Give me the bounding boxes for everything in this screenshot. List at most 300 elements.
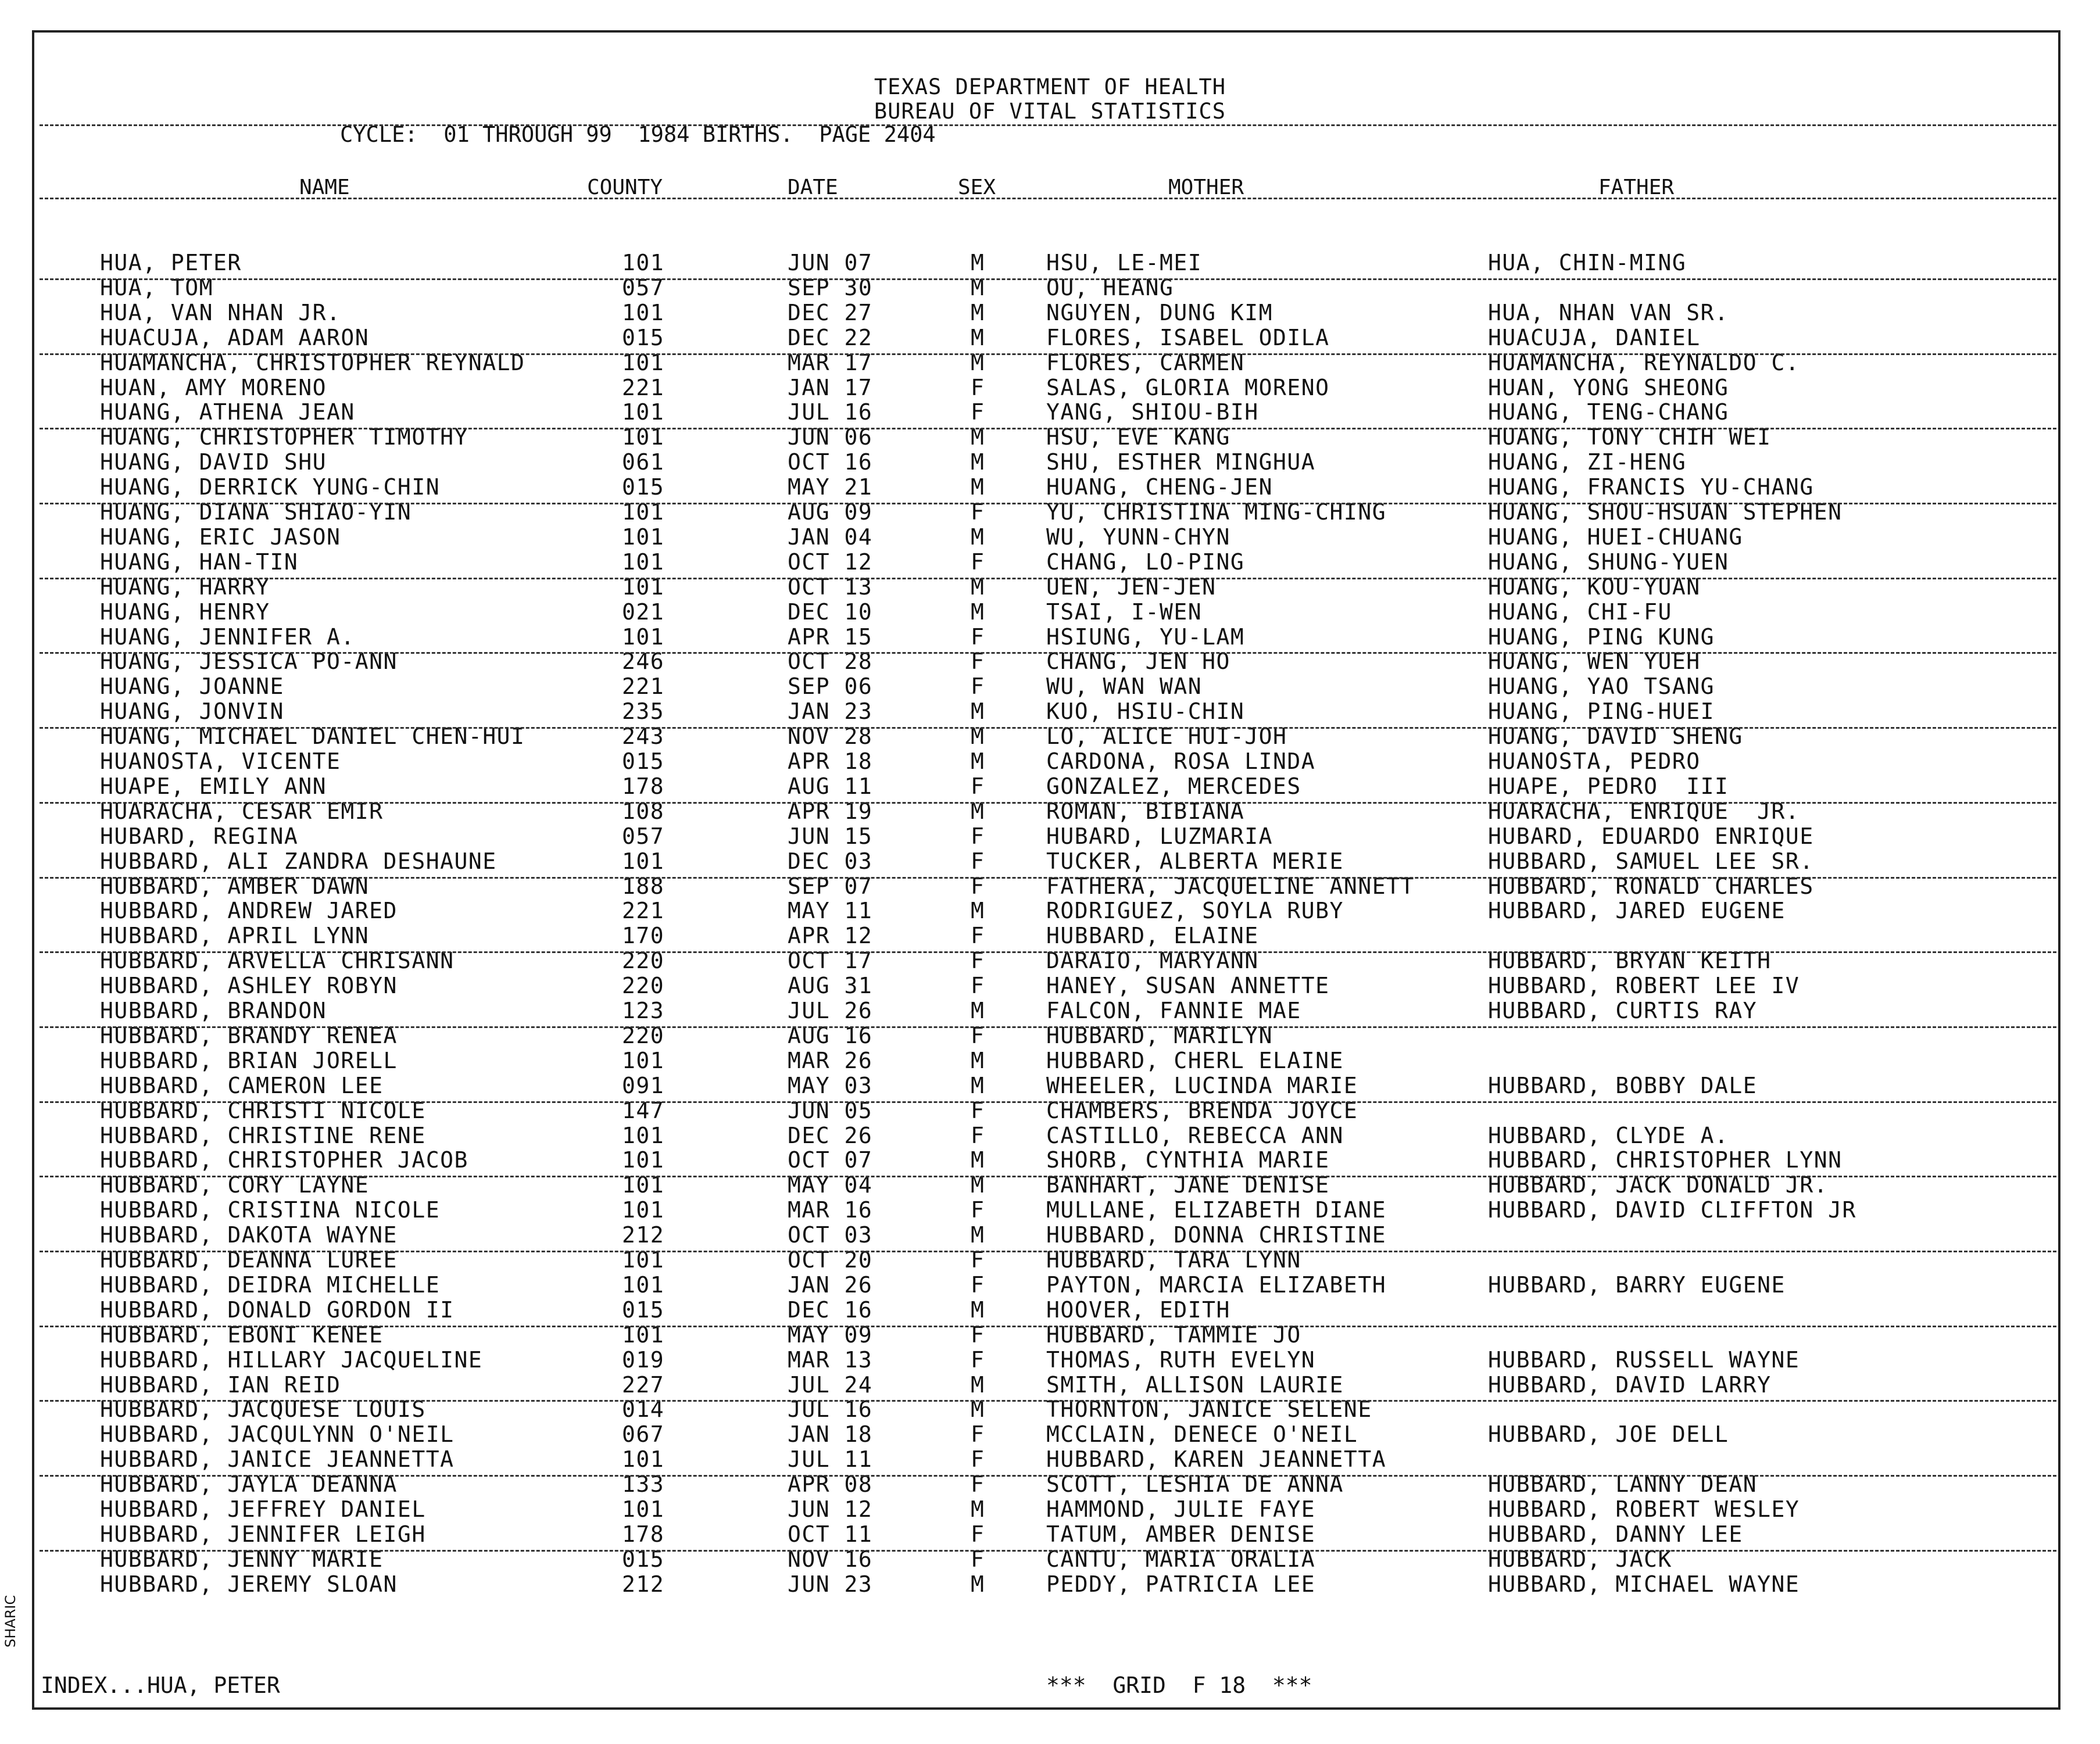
cell-mother: CASTILLO, REBECCA ANN (1046, 1123, 1344, 1148)
cell-mother: SMITH, ALLISON LAURIE (1046, 1372, 1344, 1398)
cell-name: HUBARD, REGINA (100, 823, 299, 849)
cell-date: JUL 11 (788, 1446, 873, 1472)
cell-father: HUBBARD, CLYDE A. (1488, 1123, 1729, 1148)
cell-father: HUANG, SHUNG-YUEN (1488, 549, 1729, 575)
cell-date: NOV 16 (788, 1546, 873, 1572)
cell-date: APR 15 (788, 624, 873, 650)
cell-name: HUBBARD, ANDREW JARED (100, 898, 398, 923)
row-divider (40, 1326, 2056, 1327)
cell-father: HUBBARD, SAMUEL LEE SR. (1488, 848, 1814, 874)
cell-mother: SCOTT, LESHIA DE ANNA (1046, 1471, 1344, 1497)
cell-name: HUBBARD, JENNY MARIE (100, 1546, 384, 1572)
row-divider (40, 877, 2056, 879)
cell-county: 227 (622, 1372, 665, 1398)
cell-sex: F (971, 1098, 985, 1123)
cell-name: HUANG, JENNIFER A. (100, 624, 355, 650)
cell-sex: F (971, 1322, 985, 1348)
cell-father: HUACUJA, DANIEL (1488, 325, 1701, 350)
cell-father: HUBBARD, JARED EUGENE (1488, 898, 1786, 923)
cell-date: AUG 09 (788, 499, 873, 525)
cell-mother: CHAMBERS, BRENDA JOYCE (1046, 1098, 1358, 1123)
cell-mother: MULLANE, ELIZABETH DIANE (1046, 1197, 1387, 1223)
cell-sex: M (971, 798, 985, 824)
cell-father: HUAN, YONG SHEONG (1488, 375, 1729, 400)
cell-county: 101 (622, 399, 665, 425)
cell-county: 246 (622, 649, 665, 674)
cell-date: JUL 16 (788, 399, 873, 425)
cell-sex: F (971, 1123, 985, 1148)
cycle-line: CYCLE: 01 THROUGH 99 1984 BIRTHS. PAGE 2404 (340, 122, 936, 147)
cell-county: 015 (622, 474, 665, 500)
cell-sex: M (971, 1496, 985, 1522)
cell-date: JAN 04 (788, 524, 873, 550)
cell-date: DEC 22 (788, 325, 873, 350)
bureau-title: BUREAU OF VITAL STATISTICS (874, 99, 1226, 124)
cell-sex: F (971, 948, 985, 973)
cell-county: 101 (622, 1247, 665, 1273)
cell-date: DEC 16 (788, 1297, 873, 1323)
cell-county: 133 (622, 1471, 665, 1497)
cell-name: HUAMANCHA, CHRISTOPHER REYNALD (100, 350, 525, 375)
col-header-name: NAME (299, 176, 350, 199)
cell-name: HUBBARD, CHRISTOPHER JACOB (100, 1147, 468, 1173)
cell-mother: SHU, ESTHER MINGHUA (1046, 449, 1316, 475)
cell-mother: HUBBARD, KAREN JEANNETTA (1046, 1446, 1387, 1472)
cell-name: HUBBARD, JEREMY SLOAN (100, 1571, 398, 1597)
cell-date: OCT 07 (788, 1147, 873, 1173)
cell-date: APR 08 (788, 1471, 873, 1497)
sidebar-label: SHARIC (2, 1595, 19, 1648)
cell-name: HUBBARD, ARVELLA CHRISANN (100, 948, 455, 973)
cell-name: HUA, PETER (100, 250, 242, 275)
row-divider (40, 1400, 2056, 1402)
cell-sex: F (971, 1347, 985, 1373)
cell-sex: M (971, 250, 985, 275)
cell-county: 178 (622, 773, 665, 799)
cell-father: HUANG, FRANCIS YU-CHANG (1488, 474, 1814, 500)
cell-county: 101 (622, 499, 665, 525)
cell-father: HUBBARD, RUSSELL WAYNE (1488, 1347, 1800, 1373)
cell-father: HUANG, CHI-FU (1488, 599, 1672, 625)
cell-mother: YU, CHRISTINA MING-CHING (1046, 499, 1387, 525)
cell-name: HUANG, JOANNE (100, 674, 284, 699)
cell-father: HUBBARD, ROBERT LEE IV (1488, 973, 1800, 998)
cell-name: HUANG, HENRY (100, 599, 270, 625)
cell-father: HUBBARD, BRYAN KEITH (1488, 948, 1772, 973)
cell-father: HUARACHA, ENRIQUE JR. (1488, 798, 1800, 824)
cell-date: MAY 09 (788, 1322, 873, 1348)
cell-date: MAY 04 (788, 1172, 873, 1198)
cell-mother: FLORES, ISABEL ODILA (1046, 325, 1330, 350)
cell-name: HUBBARD, JACQUESE LOUIS (100, 1396, 426, 1422)
cell-name: HUANG, HARRY (100, 574, 270, 600)
cell-sex: F (971, 773, 985, 799)
cell-mother: UEN, JEN-JEN (1046, 574, 1217, 600)
cell-date: NOV 28 (788, 724, 873, 749)
cell-mother: HOOVER, EDITH (1046, 1297, 1230, 1323)
cell-date: MAY 11 (788, 898, 873, 923)
cell-date: APR 19 (788, 798, 873, 824)
cell-mother: FLORES, CARMEN (1046, 350, 1245, 375)
cell-father: HUANOSTA, PEDRO (1488, 749, 1701, 774)
cell-county: 101 (622, 1197, 665, 1223)
cell-mother: HSU, EVE KANG (1046, 424, 1230, 450)
cell-name: HUBBARD, ASHLEY ROBYN (100, 973, 398, 998)
cell-mother: CARDONA, ROSA LINDA (1046, 749, 1316, 774)
cell-father: HUANG, SHOU-HSUAN STEPHEN (1488, 499, 1843, 525)
cell-sex: F (971, 1521, 985, 1547)
cell-sex: M (971, 1073, 985, 1098)
row-divider (40, 578, 2056, 579)
cell-date: DEC 10 (788, 599, 873, 625)
cell-mother: CANTU, MARIA ORALIA (1046, 1546, 1316, 1572)
cell-county: 101 (622, 848, 665, 874)
cell-father: HUANG, KOU-YUAN (1488, 574, 1701, 600)
cell-name: HUBBARD, CAMERON LEE (100, 1073, 384, 1098)
cell-sex: F (971, 873, 985, 899)
cell-date: MAY 03 (788, 1073, 873, 1098)
cell-sex: F (971, 923, 985, 948)
cell-mother: SHORB, CYNTHIA MARIE (1046, 1147, 1330, 1173)
cell-sex: M (971, 1297, 985, 1323)
cell-date: MAR 26 (788, 1048, 873, 1073)
row-divider (40, 802, 2056, 804)
cell-sex: F (971, 499, 985, 525)
col-header-sex: SEX (958, 176, 996, 199)
cell-mother: HSU, LE-MEI (1046, 250, 1203, 275)
cell-date: JUN 07 (788, 250, 873, 275)
cell-father: HUANG, PING-HUEI (1488, 699, 1715, 724)
cell-name: HUBBARD, JEFFREY DANIEL (100, 1496, 426, 1522)
row-divider (40, 652, 2056, 654)
cell-county: 188 (622, 873, 665, 899)
cell-county: 101 (622, 549, 665, 575)
cell-date: JUL 26 (788, 998, 873, 1023)
cell-name: HUBBARD, BRANDON (100, 998, 327, 1023)
cell-name: HUBBARD, JACQULYNN O'NEIL (100, 1421, 455, 1447)
cell-county: 212 (622, 1222, 665, 1248)
cell-name: HUBBARD, APRIL LYNN (100, 923, 370, 948)
cell-county: 091 (622, 1073, 665, 1098)
row-divider (40, 428, 2056, 429)
cell-sex: M (971, 300, 985, 325)
cell-mother: CHANG, LO-PING (1046, 549, 1245, 575)
cell-mother: HUBARD, LUZMARIA (1046, 823, 1273, 849)
cell-sex: F (971, 1446, 985, 1472)
cell-mother: WHEELER, LUCINDA MARIE (1046, 1073, 1358, 1098)
cell-county: 101 (622, 1496, 665, 1522)
cell-father: HUANG, TONY CHIH WEI (1488, 424, 1772, 450)
cell-date: DEC 03 (788, 848, 873, 874)
cell-county: 015 (622, 325, 665, 350)
cell-mother: PAYTON, MARCIA ELIZABETH (1046, 1272, 1387, 1298)
cell-county: 235 (622, 699, 665, 724)
cell-sex: F (971, 823, 985, 849)
cell-mother: TUCKER, ALBERTA MERIE (1046, 848, 1344, 874)
cell-name: HUA, VAN NHAN JR. (100, 300, 341, 325)
cell-father: HUBBARD, RONALD CHARLES (1488, 873, 1814, 899)
cell-father: HUANG, PING KUNG (1488, 624, 1715, 650)
cell-county: 101 (622, 250, 665, 275)
grid-label: *** GRID F 18 *** (1046, 1673, 1312, 1698)
cell-name: HUBBARD, BRIAN JORELL (100, 1048, 398, 1073)
cell-county: 057 (622, 823, 665, 849)
cell-date: DEC 26 (788, 1123, 873, 1148)
cell-mother: SALAS, GLORIA MORENO (1046, 375, 1330, 400)
cell-county: 101 (622, 1147, 665, 1173)
cell-county: 101 (622, 424, 665, 450)
cell-date: JUN 05 (788, 1098, 873, 1123)
row-divider (40, 278, 2056, 280)
cell-county: 014 (622, 1396, 665, 1422)
cell-sex: F (971, 1272, 985, 1298)
cell-sex: M (971, 424, 985, 450)
cell-date: OCT 16 (788, 449, 873, 475)
cell-date: APR 18 (788, 749, 873, 774)
row-divider (40, 1475, 2056, 1477)
cell-sex: M (971, 325, 985, 350)
cell-mother: THOMAS, RUTH EVELYN (1046, 1347, 1316, 1373)
cell-date: JUN 15 (788, 823, 873, 849)
cell-father: HUAMANCHA, REYNALDO C. (1488, 350, 1800, 375)
cell-date: JUL 24 (788, 1372, 873, 1398)
cell-father: HUANG, HUEI-CHUANG (1488, 524, 1743, 550)
cell-mother: DARAIO, MARYANN (1046, 948, 1259, 973)
cell-father: HUBBARD, BOBBY DALE (1488, 1073, 1758, 1098)
cell-father: HUBBARD, JACK DONALD JR. (1488, 1172, 1829, 1198)
cell-county: 057 (622, 275, 665, 300)
cell-date: MAY 21 (788, 474, 873, 500)
cell-mother: HUBBARD, ELAINE (1046, 923, 1259, 948)
cell-date: JUN 06 (788, 424, 873, 450)
cell-name: HUBBARD, JAYLA DEANNA (100, 1471, 398, 1497)
cell-mother: GONZALEZ, MERCEDES (1046, 773, 1301, 799)
cell-mother: HUBBARD, CHERL ELAINE (1046, 1048, 1344, 1073)
cell-county: 015 (622, 1546, 665, 1572)
row-divider (40, 727, 2056, 729)
cell-county: 101 (622, 624, 665, 650)
cell-county: 101 (622, 300, 665, 325)
cell-father: HUBBARD, ROBERT WESLEY (1488, 1496, 1800, 1522)
row-divider (40, 951, 2056, 953)
cell-county: 147 (622, 1098, 665, 1123)
cell-county: 101 (622, 1172, 665, 1198)
cell-father: HUBBARD, DAVID CLIFFTON JR (1488, 1197, 1856, 1223)
cell-date: AUG 31 (788, 973, 873, 998)
cell-county: 221 (622, 674, 665, 699)
cell-sex: F (971, 375, 985, 400)
cell-mother: LO, ALICE HUI-JOH (1046, 724, 1287, 749)
cell-sex: F (971, 549, 985, 575)
cell-date: OCT 03 (788, 1222, 873, 1248)
cell-name: HUBBARD, EBONI KENEE (100, 1322, 384, 1348)
cell-county: 101 (622, 350, 665, 375)
cell-date: SEP 06 (788, 674, 873, 699)
cell-name: HUANG, CHRISTOPHER TIMOTHY (100, 424, 468, 450)
cell-mother: KUO, HSIU-CHIN (1046, 699, 1245, 724)
cell-date: MAR 16 (788, 1197, 873, 1223)
cell-date: MAR 13 (788, 1347, 873, 1373)
cell-sex: M (971, 574, 985, 600)
cell-county: 101 (622, 524, 665, 550)
cell-mother: TATUM, AMBER DENISE (1046, 1521, 1316, 1547)
cell-father: HUBBARD, LANNY DEAN (1488, 1471, 1758, 1497)
cell-date: APR 12 (788, 923, 873, 948)
cell-father: HUANG, ZI-HENG (1488, 449, 1687, 475)
cell-county: 101 (622, 574, 665, 600)
cell-sex: F (971, 399, 985, 425)
cell-mother: HAMMOND, JULIE FAYE (1046, 1496, 1316, 1522)
col-header-father: FATHER (1598, 176, 1675, 199)
cell-father: HUBBARD, CHRISTOPHER LYNN (1488, 1147, 1843, 1173)
cell-date: JAN 23 (788, 699, 873, 724)
cell-date: OCT 12 (788, 549, 873, 575)
cell-sex: F (971, 973, 985, 998)
column-header-divider (40, 198, 2056, 199)
cell-name: HUBBARD, DAKOTA WAYNE (100, 1222, 398, 1248)
cell-name: HUANG, ATHENA JEAN (100, 399, 355, 425)
cell-father: HUANG, YAO TSANG (1488, 674, 1715, 699)
cell-mother: NGUYEN, DUNG KIM (1046, 300, 1273, 325)
cell-name: HUANOSTA, VICENTE (100, 749, 341, 774)
cell-sex: F (971, 1023, 985, 1048)
cell-county: 101 (622, 1123, 665, 1148)
cell-name: HUACUJA, ADAM AARON (100, 325, 370, 350)
cell-county: 021 (622, 599, 665, 625)
cell-father: HUANG, TENG-CHANG (1488, 399, 1729, 425)
cell-name: HUANG, ERIC JASON (100, 524, 341, 550)
cell-county: 067 (622, 1421, 665, 1447)
cell-father: HUA, CHIN-MING (1488, 250, 1687, 275)
cell-sex: F (971, 1471, 985, 1497)
header-divider (40, 124, 2056, 126)
row-divider (40, 1026, 2056, 1028)
cell-sex: F (971, 1421, 985, 1447)
col-header-date: DATE (788, 176, 838, 199)
col-header-mother: MOTHER (1168, 176, 1244, 199)
cell-name: HUBBARD, BRANDY RENEA (100, 1023, 398, 1048)
cell-county: 212 (622, 1571, 665, 1597)
cell-name: HUBBARD, DEIDRA MICHELLE (100, 1272, 441, 1298)
cell-father: HUBARD, EDUARDO ENRIQUE (1488, 823, 1814, 849)
cell-name: HUBBARD, CHRISTINE RENE (100, 1123, 426, 1148)
cell-county: 221 (622, 375, 665, 400)
cell-mother: FATHERA, JACQUELINE ANNETT (1046, 873, 1415, 899)
cell-sex: F (971, 649, 985, 674)
cell-name: HUANG, MICHAEL DANIEL CHEN-HUI (100, 724, 525, 749)
cell-father: HUAPE, PEDRO III (1488, 773, 1729, 799)
cell-father: HUBBARD, DANNY LEE (1488, 1521, 1743, 1547)
cell-name: HUBBARD, JANICE JEANNETTA (100, 1446, 455, 1472)
cell-father: HUBBARD, CURTIS RAY (1488, 998, 1758, 1023)
cell-mother: WU, YUNN-CHYN (1046, 524, 1230, 550)
cell-sex: F (971, 1197, 985, 1223)
cell-name: HUANG, JONVIN (100, 699, 284, 724)
cell-mother: WU, WAN WAN (1046, 674, 1203, 699)
cell-mother: YANG, SHIOU-BIH (1046, 399, 1259, 425)
cell-sex: M (971, 449, 985, 475)
cell-sex: F (971, 674, 985, 699)
cell-name: HUANG, HAN-TIN (100, 549, 299, 575)
cell-sex: M (971, 699, 985, 724)
cell-date: OCT 17 (788, 948, 873, 973)
cell-mother: ROMAN, BIBIANA (1046, 798, 1245, 824)
cell-name: HUAN, AMY MORENO (100, 375, 327, 400)
cell-county: 170 (622, 923, 665, 948)
cell-father: HUBBARD, MICHAEL WAYNE (1488, 1571, 1800, 1597)
cell-county: 061 (622, 449, 665, 475)
cell-mother: PEDDY, PATRICIA LEE (1046, 1571, 1316, 1597)
row-divider (40, 1251, 2056, 1252)
cell-date: JUL 16 (788, 1396, 873, 1422)
cell-county: 101 (622, 1272, 665, 1298)
cell-county: 101 (622, 1048, 665, 1073)
index-label: INDEX...HUA, PETER (41, 1673, 280, 1698)
cell-mother: TSAI, I-WEN (1046, 599, 1203, 625)
cell-name: HUARACHA, CESAR EMIR (100, 798, 384, 824)
cell-county: 015 (622, 749, 665, 774)
cell-date: SEP 30 (788, 275, 873, 300)
cell-mother: BANHART, JANE DENISE (1046, 1172, 1330, 1198)
cell-date: OCT 20 (788, 1247, 873, 1273)
cell-sex: M (971, 898, 985, 923)
cell-father: HUBBARD, BARRY EUGENE (1488, 1272, 1786, 1298)
cell-county: 178 (622, 1521, 665, 1547)
cell-sex: M (971, 1172, 985, 1198)
cell-mother: HANEY, SUSAN ANNETTE (1046, 973, 1330, 998)
cell-mother: CHANG, JEN HO (1046, 649, 1230, 674)
cell-sex: F (971, 1546, 985, 1572)
cell-date: AUG 11 (788, 773, 873, 799)
cell-name: HUANG, JESSICA PO-ANN (100, 649, 398, 674)
cell-name: HUBBARD, AMBER DAWN (100, 873, 370, 899)
cell-name: HUAPE, EMILY ANN (100, 773, 327, 799)
row-divider (40, 1101, 2056, 1103)
cell-mother: RODRIGUEZ, SOYLA RUBY (1046, 898, 1344, 923)
cell-county: 243 (622, 724, 665, 749)
cell-county: 221 (622, 898, 665, 923)
cell-sex: M (971, 1222, 985, 1248)
cell-county: 220 (622, 1023, 665, 1048)
cell-father: HUANG, WEN YUEH (1488, 649, 1701, 674)
cell-sex: M (971, 350, 985, 375)
cell-name: HUBBARD, CORY LAYNE (100, 1172, 370, 1198)
cell-mother: HUBBARD, MARILYN (1046, 1023, 1273, 1048)
cell-name: HUA, TOM (100, 275, 214, 300)
cell-sex: M (971, 998, 985, 1023)
cell-mother: HUBBARD, TAMMIE JO (1046, 1322, 1301, 1348)
cell-sex: M (971, 524, 985, 550)
cell-date: JUN 23 (788, 1571, 873, 1597)
cell-sex: M (971, 474, 985, 500)
cell-county: 015 (622, 1297, 665, 1323)
cell-sex: M (971, 275, 985, 300)
cell-sex: M (971, 599, 985, 625)
cell-date: JAN 26 (788, 1272, 873, 1298)
cell-date: OCT 13 (788, 574, 873, 600)
cell-date: MAR 17 (788, 350, 873, 375)
cell-mother: HUBBARD, TARA LYNN (1046, 1247, 1301, 1273)
cell-name: HUANG, DIANA SHIAO-YIN (100, 499, 412, 525)
cell-county: 123 (622, 998, 665, 1023)
cell-mother: OU, HEANG (1046, 275, 1174, 300)
cell-sex: M (971, 1147, 985, 1173)
cell-name: HUBBARD, CHRISTI NICOLE (100, 1098, 426, 1123)
agency-title: TEXAS DEPARTMENT OF HEALTH (874, 74, 1226, 99)
col-header-county: COUNTY (587, 176, 663, 199)
cell-date: AUG 16 (788, 1023, 873, 1048)
row-divider (40, 1176, 2056, 1177)
